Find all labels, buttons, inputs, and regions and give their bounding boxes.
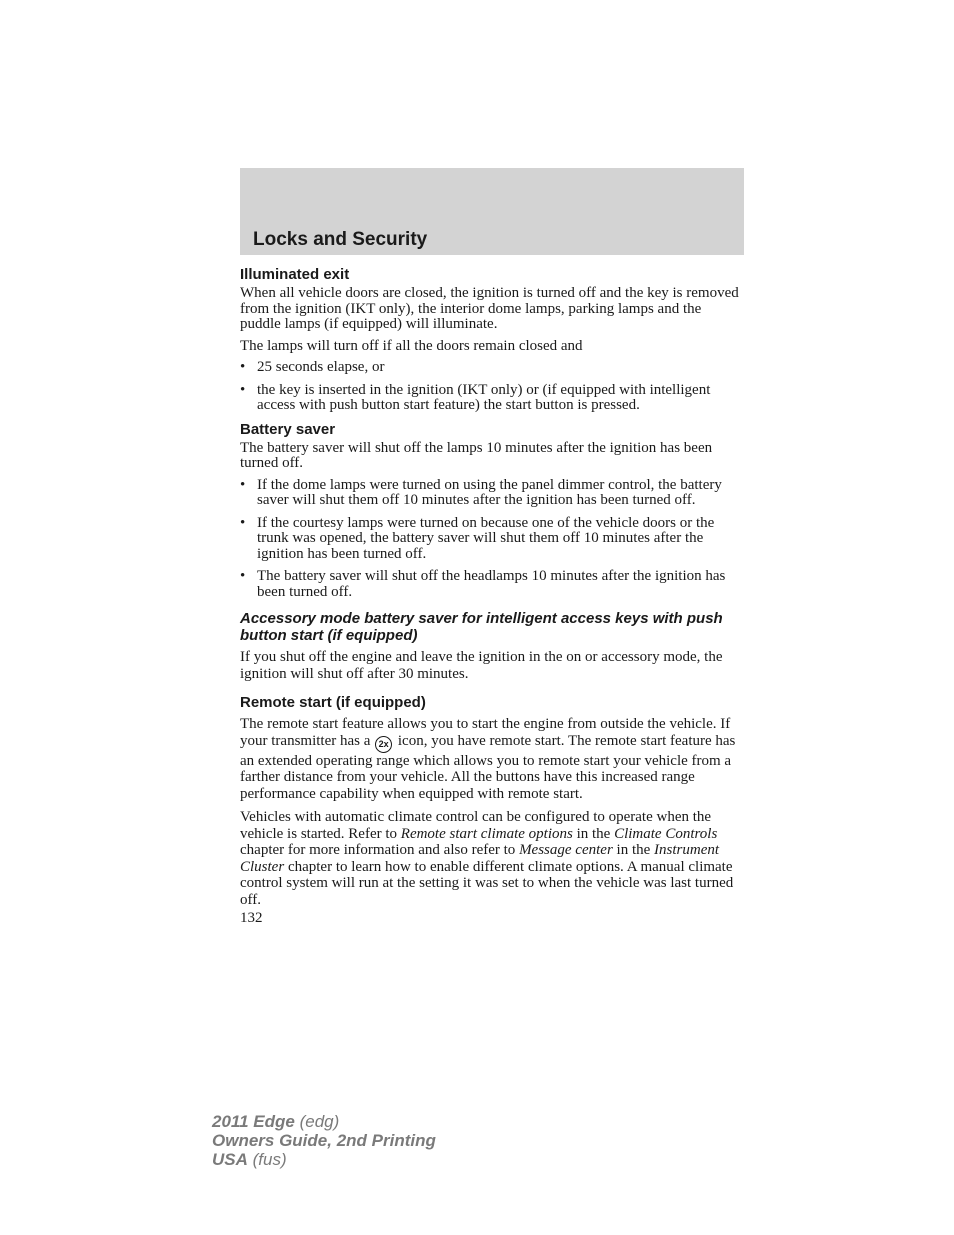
paragraph: The lamps will turn off if all the doors remain closed and xyxy=(240,337,583,354)
remote-start-2x-icon: 2x xyxy=(375,736,392,753)
chapter-title: Locks and Security xyxy=(253,229,428,250)
list-item: • The battery saver will shut off the headlamps 10 minutes after the ignition has been turned off. xyxy=(240,568,726,600)
footer-line: Owners Guide, 2nd Printing xyxy=(212,1131,436,1150)
cross-reference: Instrument Cluster xyxy=(240,842,720,875)
cross-reference: Remote start climate options xyxy=(400,825,573,842)
section-heading-remote-start: Remote start (if equipped) xyxy=(240,694,426,711)
paragraph: When all vehicle doors are closed, the ignition is turned off and the key is removed from the ignition (IKT only), the interior dome lamps, parking lamps and the puddle lamps (if equipped) will illuminate. xyxy=(240,285,739,332)
page-content xyxy=(240,266,744,927)
chapter-header-band xyxy=(240,168,744,255)
bullet-icon: • xyxy=(240,568,246,584)
section-accessory-mode xyxy=(240,610,744,682)
footer-line: USA (fus) xyxy=(212,1150,287,1169)
section-illuminated-exit xyxy=(240,266,744,414)
list-item: • the key is inserted in the ignition (IKT only) or (if equipped with intelligent access with push button start feature) the start button is pressed. xyxy=(240,381,711,413)
paragraph: The battery saver will shut off the lamps 10 minutes after the ignition has been turned off. xyxy=(240,439,713,471)
section-battery-saver xyxy=(240,421,744,601)
page-number: 132 xyxy=(240,910,263,926)
bullet-list xyxy=(240,478,744,601)
list-item: • If the dome lamps were turned on using the panel dimmer control, the battery saver will shut them off 10 minutes after the ignition has been turned off. xyxy=(240,476,722,508)
section-heading-illuminated-exit: Illuminated exit xyxy=(240,266,350,283)
cross-reference: Climate Controls xyxy=(614,825,718,842)
section-heading-battery-saver: Battery saver xyxy=(240,420,336,438)
bullet-icon: • xyxy=(240,476,246,493)
section-remote-start xyxy=(240,694,744,908)
bullet-list xyxy=(240,360,744,414)
bullet-icon: • xyxy=(240,381,246,398)
list-item: • If the courtesy lamps were turned on because one of the vehicle doors or the trunk was opened, the battery saver will shut them off 10 minutes after the ignition has been turned off. xyxy=(240,514,715,562)
bullet-icon: • xyxy=(240,359,246,375)
bullet-icon: • xyxy=(240,514,246,531)
paragraph: Vehicles with automatic climate control can be configured to operate when the vehicle is started. Refer to Remote start climate options in the Climate Controls chapter for more information and also refer to Message center in the Instrument Cluster chapter to learn how to enable different climate options. A manual climate control system will run at the setting it was set to when the vehicle was last turned off. xyxy=(240,809,734,908)
document-footer xyxy=(212,1112,436,1169)
footer-line: 2011 Edge (edg) xyxy=(212,1112,340,1131)
list-item: • 25 seconds elapse, or xyxy=(240,359,385,375)
cross-reference: Message center xyxy=(519,842,613,858)
section-heading-accessory-mode: Accessory mode battery saver for intelligent access keys with push button start (if equipped) xyxy=(240,610,723,644)
paragraph: The remote start feature allows you to start the engine from outside the vehicle. If your transmitter has a 2x icon, you have remote start. The remote start feature has an extended operating range which allows you to remote start your vehicle from a farther distance from your vehicle. All the buttons have this increased range performance capability when equipped with remote start. xyxy=(240,716,736,802)
paragraph: If you shut off the engine and leave the ignition in the on or accessory mode, the ignition will shut off after 30 minutes. xyxy=(240,649,723,682)
